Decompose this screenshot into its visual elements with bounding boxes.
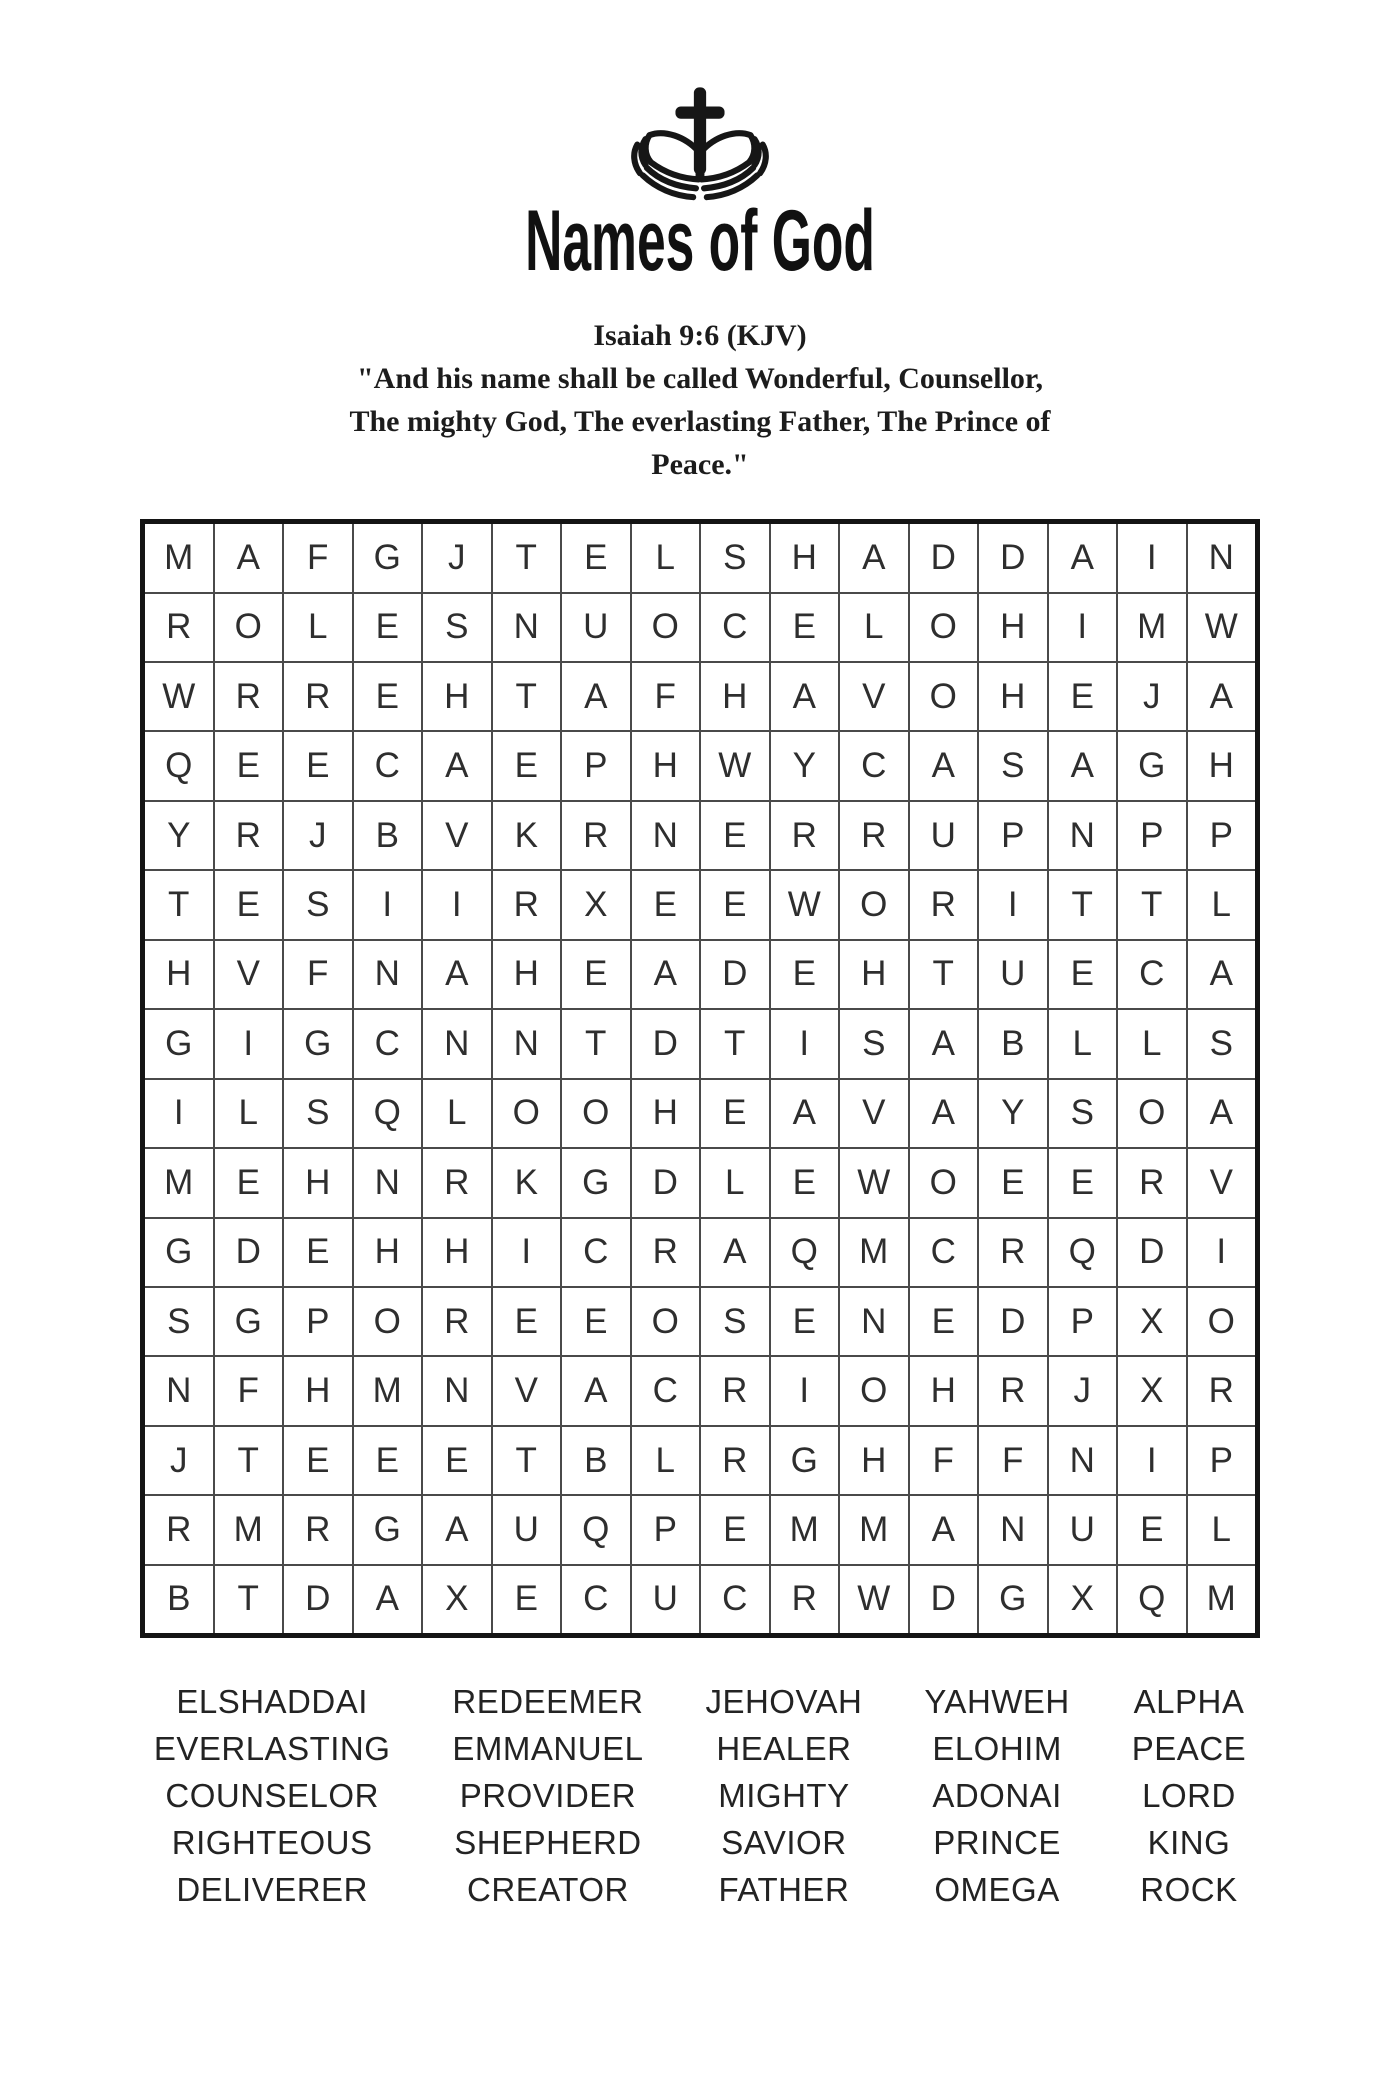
grid-cell: Q xyxy=(1049,1219,1117,1286)
grid-cell: D xyxy=(979,524,1047,591)
grid-cell: C xyxy=(562,1219,630,1286)
grid-cell: I xyxy=(771,1357,839,1424)
grid-cell: A xyxy=(562,663,630,730)
grid-cell: W xyxy=(145,663,213,730)
grid-cell: A xyxy=(423,732,491,799)
grid-cell: H xyxy=(632,732,700,799)
grid-cell: F xyxy=(284,524,352,591)
grid-cell: O xyxy=(1188,1288,1256,1355)
grid-cell: F xyxy=(979,1427,1047,1494)
grid-cell: G xyxy=(1118,732,1186,799)
grid-cell: E xyxy=(979,1149,1047,1216)
word-list-item: EVERLASTING xyxy=(153,1730,391,1768)
grid-cell: N xyxy=(979,1496,1047,1563)
grid-cell: L xyxy=(1188,1496,1256,1563)
grid-cell: G xyxy=(215,1288,283,1355)
grid-cell: F xyxy=(632,663,700,730)
grid-cell: M xyxy=(354,1357,422,1424)
grid-cell: X xyxy=(423,1566,491,1633)
grid-cell: R xyxy=(910,871,978,938)
word-list-item: PEACE xyxy=(1131,1730,1247,1768)
grid-cell: A xyxy=(771,663,839,730)
grid-cell: B xyxy=(354,802,422,869)
word-list-item: PRINCE xyxy=(933,1824,1061,1862)
grid-cell: M xyxy=(1118,594,1186,661)
grid-cell: R xyxy=(632,1219,700,1286)
grid-cell: P xyxy=(1049,1288,1117,1355)
grid-cell: I xyxy=(1118,524,1186,591)
grid-cell: G xyxy=(354,1496,422,1563)
grid-cell: V xyxy=(493,1357,561,1424)
grid-cell: S xyxy=(701,524,769,591)
grid-cell: T xyxy=(215,1566,283,1633)
grid-cell: H xyxy=(701,663,769,730)
grid-cell: L xyxy=(1118,1010,1186,1077)
grid-cell: R xyxy=(215,663,283,730)
grid-cell: A xyxy=(1049,524,1117,591)
grid-cell: P xyxy=(1188,802,1256,869)
grid-cell: E xyxy=(1049,663,1117,730)
word-list-item: FATHER xyxy=(718,1871,850,1909)
grid-cell: T xyxy=(145,871,213,938)
verse-line-2: The mighty God, The everlasting Father, The Prince of xyxy=(349,405,1051,439)
grid-cell: R xyxy=(423,1149,491,1216)
grid-cell: P xyxy=(562,732,630,799)
grid-cell: R xyxy=(701,1427,769,1494)
grid-cell: H xyxy=(423,1219,491,1286)
word-list-item: YAHWEH xyxy=(924,1683,1070,1721)
grid-cell: T xyxy=(215,1427,283,1494)
grid-cell: E xyxy=(701,871,769,938)
grid-cell: Q xyxy=(354,1080,422,1147)
grid-cell: L xyxy=(215,1080,283,1147)
grid-cell: H xyxy=(910,1357,978,1424)
word-list-item: SHEPHERD xyxy=(454,1824,642,1862)
grid-cell: E xyxy=(701,1080,769,1147)
word-list-item: KING xyxy=(1147,1824,1231,1862)
grid-cell: G xyxy=(771,1427,839,1494)
grid-cell: L xyxy=(840,594,908,661)
grid-cell: I xyxy=(423,871,491,938)
grid-cell: O xyxy=(910,1149,978,1216)
grid-cell: G xyxy=(979,1566,1047,1633)
grid-cell: V xyxy=(840,663,908,730)
grid-cell: P xyxy=(1188,1427,1256,1494)
grid-cell: N xyxy=(1188,524,1256,591)
word-list-column xyxy=(1132,1678,1246,1913)
grid-cell: I xyxy=(771,1010,839,1077)
grid-cell: F xyxy=(910,1427,978,1494)
grid-cell: R xyxy=(979,1357,1047,1424)
grid-cell: A xyxy=(632,941,700,1008)
grid-cell: R xyxy=(771,802,839,869)
grid-cell: E xyxy=(562,1288,630,1355)
grid-cell: M xyxy=(771,1496,839,1563)
grid-cell: E xyxy=(701,1496,769,1563)
grid-cell: N xyxy=(493,594,561,661)
grid-cell: V xyxy=(1188,1149,1256,1216)
grid-cell: R xyxy=(493,871,561,938)
grid-cell: P xyxy=(632,1496,700,1563)
grid-cell: O xyxy=(215,594,283,661)
grid-cell: X xyxy=(562,871,630,938)
grid-cell: E xyxy=(701,802,769,869)
grid-cell: D xyxy=(979,1288,1047,1355)
page-title: Names of God xyxy=(525,193,875,290)
grid-cell: D xyxy=(1118,1219,1186,1286)
grid-cell: H xyxy=(632,1080,700,1147)
grid-cell: D xyxy=(910,1566,978,1633)
verse-block xyxy=(0,314,1400,486)
grid-cell: O xyxy=(1118,1080,1186,1147)
grid-cell: G xyxy=(145,1010,213,1077)
grid-cell: N xyxy=(1049,802,1117,869)
grid-cell: B xyxy=(562,1427,630,1494)
grid-cell: E xyxy=(354,1427,422,1494)
word-list-item: EMMANUEL xyxy=(452,1730,644,1768)
verse-reference: Isaiah 9:6 (KJV) xyxy=(593,319,807,353)
grid-cell: A xyxy=(423,1496,491,1563)
grid-cell: A xyxy=(701,1219,769,1286)
word-list-item: ALPHA xyxy=(1133,1683,1245,1721)
grid-cell: R xyxy=(145,1496,213,1563)
grid-cell: N xyxy=(354,1149,422,1216)
grid-cell: H xyxy=(284,1357,352,1424)
word-list-column xyxy=(924,1678,1069,1913)
grid-cell: X xyxy=(1049,1566,1117,1633)
grid-cell: U xyxy=(493,1496,561,1563)
grid-cell: C xyxy=(562,1566,630,1633)
grid-cell: A xyxy=(562,1357,630,1424)
grid-cell: S xyxy=(423,594,491,661)
word-list-column xyxy=(154,1678,391,1913)
grid-cell: S xyxy=(145,1288,213,1355)
grid-cell: E xyxy=(1049,1149,1117,1216)
grid-cell: H xyxy=(354,1219,422,1286)
grid-cell: H xyxy=(771,524,839,591)
grid-cell: F xyxy=(284,941,352,1008)
grid-cell: N xyxy=(354,941,422,1008)
grid-cell: E xyxy=(1118,1496,1186,1563)
grid-cell: P xyxy=(1118,802,1186,869)
grid-cell: S xyxy=(840,1010,908,1077)
grid-cell: E xyxy=(493,732,561,799)
word-list-item: HEALER xyxy=(716,1730,852,1768)
verse-line-1: "And his name shall be called Wonderful, Counsellor, xyxy=(357,362,1043,396)
grid-cell: A xyxy=(1049,732,1117,799)
grid-cell: O xyxy=(840,1357,908,1424)
grid-cell: C xyxy=(840,732,908,799)
word-list-item: REDEEMER xyxy=(452,1683,644,1721)
worksheet-page xyxy=(0,86,1400,2086)
grid-cell: N xyxy=(423,1357,491,1424)
grid-cell: J xyxy=(423,524,491,591)
grid-cell: I xyxy=(145,1080,213,1147)
grid-cell: E xyxy=(910,1288,978,1355)
grid-cell: D xyxy=(284,1566,352,1633)
grid-cell: T xyxy=(562,1010,630,1077)
grid-cell: L xyxy=(1188,871,1256,938)
grid-cell: D xyxy=(910,524,978,591)
grid-cell: W xyxy=(701,732,769,799)
grid-cell: E xyxy=(562,524,630,591)
grid-cell: J xyxy=(284,802,352,869)
grid-cell: R xyxy=(145,594,213,661)
grid-cell: C xyxy=(632,1357,700,1424)
word-list-item: LORD xyxy=(1142,1777,1236,1815)
grid-cell: Y xyxy=(145,802,213,869)
grid-cell: E xyxy=(215,732,283,799)
grid-cell: E xyxy=(771,594,839,661)
grid-cell: S xyxy=(979,732,1047,799)
grid-cell: W xyxy=(771,871,839,938)
grid-cell: T xyxy=(1049,871,1117,938)
word-list-item: CREATOR xyxy=(467,1871,629,1909)
grid-cell: U xyxy=(1049,1496,1117,1563)
grid-cell: R xyxy=(979,1219,1047,1286)
grid-cell: T xyxy=(493,663,561,730)
grid-cell: I xyxy=(1049,594,1117,661)
grid-cell: G xyxy=(284,1010,352,1077)
grid-cell: E xyxy=(771,1288,839,1355)
grid-cell: E xyxy=(354,663,422,730)
grid-cell: J xyxy=(1118,663,1186,730)
grid-cell: N xyxy=(145,1357,213,1424)
grid-cell: C xyxy=(701,1566,769,1633)
grid-cell: E xyxy=(215,871,283,938)
grid-cell: G xyxy=(562,1149,630,1216)
grid-cell: C xyxy=(701,594,769,661)
grid-cell: H xyxy=(423,663,491,730)
grid-cell: N xyxy=(632,802,700,869)
grid-cell: A xyxy=(910,1080,978,1147)
grid-cell: W xyxy=(1188,594,1256,661)
grid-cell: Q xyxy=(1118,1566,1186,1633)
grid-cell: U xyxy=(910,802,978,869)
grid-cell: H xyxy=(840,941,908,1008)
word-search-grid xyxy=(140,519,1260,1638)
grid-cell: U xyxy=(979,941,1047,1008)
grid-cell: U xyxy=(562,594,630,661)
grid-cell: S xyxy=(284,1080,352,1147)
grid-cell: V xyxy=(215,941,283,1008)
word-list-item: COUNSELOR xyxy=(165,1777,379,1815)
word-list-item: MIGHTY xyxy=(718,1777,850,1815)
grid-cell: R xyxy=(284,663,352,730)
grid-cell: J xyxy=(1049,1357,1117,1424)
grid-cell: M xyxy=(145,1149,213,1216)
word-list-column xyxy=(452,1678,643,1913)
grid-cell: C xyxy=(354,732,422,799)
grid-cell: H xyxy=(284,1149,352,1216)
word-list-item: ELSHADDAI xyxy=(176,1683,368,1721)
grid-cell: E xyxy=(632,871,700,938)
grid-cell: D xyxy=(701,941,769,1008)
grid-cell: P xyxy=(284,1288,352,1355)
grid-cell: E xyxy=(562,941,630,1008)
grid-cell: M xyxy=(840,1496,908,1563)
grid-cell: Y xyxy=(771,732,839,799)
grid-cell: E xyxy=(771,941,839,1008)
grid-cell: R xyxy=(840,802,908,869)
grid-cell: Q xyxy=(562,1496,630,1563)
grid-cell: G xyxy=(354,524,422,591)
grid-cell: J xyxy=(145,1427,213,1494)
grid-cell: A xyxy=(910,1010,978,1077)
grid-cell: I xyxy=(215,1010,283,1077)
grid-cell: T xyxy=(493,1427,561,1494)
word-list-item: RIGHTEOUS xyxy=(171,1824,373,1862)
grid-cell: H xyxy=(145,941,213,1008)
grid-cell: R xyxy=(284,1496,352,1563)
grid-cell: L xyxy=(701,1149,769,1216)
grid-cell: O xyxy=(632,1288,700,1355)
grid-cell: O xyxy=(910,663,978,730)
grid-cell: E xyxy=(1049,941,1117,1008)
grid-cell: R xyxy=(1118,1149,1186,1216)
grid-cell: K xyxy=(493,1149,561,1216)
grid-cell: L xyxy=(1049,1010,1117,1077)
grid-cell: O xyxy=(493,1080,561,1147)
grid-cell: L xyxy=(423,1080,491,1147)
word-list-item: JEHOVAH xyxy=(705,1683,863,1721)
grid-cell: E xyxy=(771,1149,839,1216)
grid-cell: R xyxy=(701,1357,769,1424)
grid-cell: M xyxy=(145,524,213,591)
word-list-item: DELIVERER xyxy=(176,1871,368,1909)
grid-cell: Q xyxy=(145,732,213,799)
grid-cell: H xyxy=(840,1427,908,1494)
grid-cell: N xyxy=(840,1288,908,1355)
grid-cell: U xyxy=(632,1566,700,1633)
grid-cell: A xyxy=(215,524,283,591)
grid-cell: E xyxy=(284,732,352,799)
grid-cell: S xyxy=(1049,1080,1117,1147)
grid-cell: H xyxy=(979,663,1047,730)
grid-cell: H xyxy=(1188,732,1256,799)
grid-cell: M xyxy=(1188,1566,1256,1633)
grid-cell: A xyxy=(1188,663,1256,730)
grid-cell: C xyxy=(354,1010,422,1077)
grid-cell: A xyxy=(910,1496,978,1563)
grid-cell: B xyxy=(145,1566,213,1633)
grid-cell: I xyxy=(979,871,1047,938)
grid-cell: A xyxy=(1188,941,1256,1008)
grid-cell: G xyxy=(145,1219,213,1286)
grid-cell: A xyxy=(354,1566,422,1633)
grid-cell: E xyxy=(284,1427,352,1494)
word-list-item: ADONAI xyxy=(932,1777,1062,1815)
grid-cell: X xyxy=(1118,1357,1186,1424)
grid-cell: E xyxy=(215,1149,283,1216)
grid-cell: D xyxy=(632,1010,700,1077)
grid-cell: A xyxy=(423,941,491,1008)
grid-cell: N xyxy=(423,1010,491,1077)
grid-cell: H xyxy=(493,941,561,1008)
grid-cell: R xyxy=(423,1288,491,1355)
grid-cell: I xyxy=(354,871,422,938)
grid-cell: T xyxy=(910,941,978,1008)
grid-cell: A xyxy=(771,1080,839,1147)
grid-cell: T xyxy=(701,1010,769,1077)
grid-cell: V xyxy=(423,802,491,869)
grid-cell: L xyxy=(632,524,700,591)
word-list-item: PROVIDER xyxy=(459,1777,637,1815)
grid-cell: W xyxy=(840,1566,908,1633)
grid-cell: D xyxy=(215,1219,283,1286)
grid-cell: I xyxy=(493,1219,561,1286)
grid-cell: M xyxy=(840,1219,908,1286)
grid-cell: D xyxy=(632,1149,700,1216)
grid-cell: A xyxy=(1188,1080,1256,1147)
grid-cell: Q xyxy=(771,1219,839,1286)
grid-cell: R xyxy=(1188,1357,1256,1424)
grid-cell: E xyxy=(354,594,422,661)
grid-cell: X xyxy=(1118,1288,1186,1355)
grid-cell: O xyxy=(354,1288,422,1355)
grid-cell: O xyxy=(910,594,978,661)
grid-cell: E xyxy=(423,1427,491,1494)
grid-cell: L xyxy=(632,1427,700,1494)
word-list xyxy=(0,1678,1400,1913)
word-list-item: OMEGA xyxy=(934,1871,1060,1909)
verse-line-3: Peace." xyxy=(651,448,749,482)
grid-cell: E xyxy=(284,1219,352,1286)
grid-cell: K xyxy=(493,802,561,869)
grid-cell: F xyxy=(215,1357,283,1424)
grid-cell: S xyxy=(284,871,352,938)
grid-cell: O xyxy=(840,871,908,938)
word-list-item: SAVIOR xyxy=(721,1824,847,1862)
grid-cell: P xyxy=(979,802,1047,869)
grid-cell: T xyxy=(1118,871,1186,938)
grid-cell: M xyxy=(215,1496,283,1563)
word-list-item: ELOHIM xyxy=(932,1730,1062,1768)
grid-cell: T xyxy=(493,524,561,591)
grid-cell: N xyxy=(493,1010,561,1077)
grid-cell: V xyxy=(840,1080,908,1147)
grid-cell: S xyxy=(701,1288,769,1355)
grid-cell: E xyxy=(493,1566,561,1633)
grid-cell: S xyxy=(1188,1010,1256,1077)
grid-cell: R xyxy=(215,802,283,869)
grid-cell: L xyxy=(284,594,352,661)
grid-cell: H xyxy=(979,594,1047,661)
grid-cell: R xyxy=(771,1566,839,1633)
grid-cell: B xyxy=(979,1010,1047,1077)
grid-cell: R xyxy=(562,802,630,869)
grid-cell: E xyxy=(493,1288,561,1355)
word-list-column xyxy=(705,1678,862,1913)
grid-cell: C xyxy=(910,1219,978,1286)
grid-cell: W xyxy=(840,1149,908,1216)
word-list-item: ROCK xyxy=(1140,1871,1238,1909)
grid-cell: A xyxy=(840,524,908,591)
grid-cell: I xyxy=(1188,1219,1256,1286)
grid-cell: I xyxy=(1118,1427,1186,1494)
grid-cell: O xyxy=(632,594,700,661)
grid-cell: C xyxy=(1118,941,1186,1008)
grid-cell: N xyxy=(1049,1427,1117,1494)
grid-cell: A xyxy=(910,732,978,799)
grid-cell: O xyxy=(562,1080,630,1147)
grid-cell: Y xyxy=(979,1080,1047,1147)
